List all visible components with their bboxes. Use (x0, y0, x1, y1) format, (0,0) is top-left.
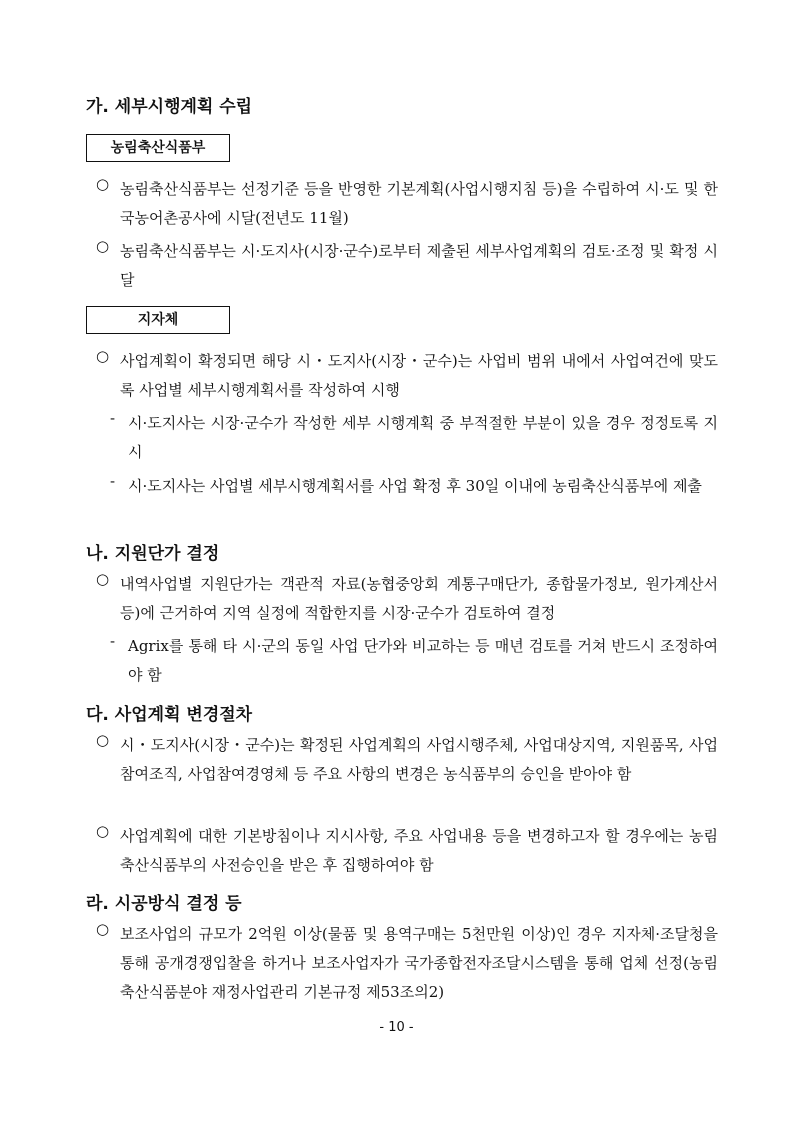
bullet-text: 농림축산식품부는 시·도지사(시장·군수)로부터 제출된 세부사업계획의 검토·조정 및 확정 시달 (120, 242, 718, 289)
bullet-item (96, 570, 718, 628)
bullet-text: 농림축산식품부는 선정기준 등을 반영한 기본계획(사업시행지침 등)을 수립하여 시·도 및 한국농어촌공사에 시달(전년도 11월) (120, 180, 718, 227)
bullet-text: 사업계획에 대한 기본방침이나 지시사항, 주요 사업내용 등을 변경하고자 할 경우에는 농림축산식품부의 사전승인을 받은 후 집행하여야 함 (120, 827, 718, 874)
circle-bullet-icon: ○ (96, 175, 110, 193)
heading-na: 나. 지원단가 결정 (86, 544, 220, 564)
circle-bullet-icon: ○ (96, 237, 110, 255)
box-label-ministry: 농림축산식품부 (86, 134, 230, 162)
bullet-text: 보조사업의 규모가 2억원 이상(물품 및 용역구매는 5천만원 이상)인 경우 지자체·조달청을 통해 공개경쟁입찰을 하거나 보조사업자가 국가종합전자조달시스템을 통해 업체 선정(농림축산식품분야 재정사업관리 기본규정 제53조의2) (120, 925, 718, 1001)
heading-ra: 라. 시공방식 결정 등 (86, 894, 242, 914)
bullet-text: 사업계획이 확정되면 해당 시・도지사(시장・군수)는 사업비 범위 내에서 사업여건에 맞도록 사업별 세부시행계획서를 작성하여 시행 (120, 352, 718, 399)
dash-text: 시·도지사는 시장·군수가 작성한 세부 시행계획 중 부적절한 부분이 있을 경우 정정토록 지시 (128, 414, 718, 461)
heading-ga: 가. 세부시행계획 수립 (86, 97, 253, 117)
bullet-item (96, 822, 718, 880)
dash-item (110, 409, 718, 467)
dash-bullet-icon: - (110, 632, 116, 650)
dash-item (110, 632, 718, 690)
circle-bullet-icon: ○ (96, 570, 110, 588)
dash-text: 시·도지사는 사업별 세부시행계획서를 사업 확정 후 30일 이내에 농림축산식품부에 제출 (128, 477, 702, 495)
bullet-item (96, 347, 718, 405)
bullet-text: 내역사업별 지원단가는 객관적 자료(농협중앙회 계통구매단가, 종합물가정보, 원가계산서 등)에 근거하여 지역 실정에 적합한지를 시장·군수가 검토하여 결정 (120, 575, 718, 622)
dash-bullet-icon: - (110, 472, 116, 490)
bullet-text: 시・도지사(시장・군수)는 확정된 사업계획의 사업시행주체, 사업대상지역, 지원품목, 사업참여조직, 사업참여경영체 등 주요 사항의 변경은 농식품부의 승인을 받아야 함 (120, 736, 718, 783)
circle-bullet-icon: ○ (96, 731, 110, 749)
heading-da: 다. 사업계획 변경절차 (86, 705, 253, 725)
dash-text: Agrix를 통해 타 시·군의 동일 사업 단가와 비교하는 등 매년 검토를 거쳐 반드시 조정하여야 함 (128, 637, 718, 684)
circle-bullet-icon: ○ (96, 347, 110, 365)
circle-bullet-icon: ○ (96, 920, 110, 938)
bullet-item (96, 920, 718, 1007)
dash-item (110, 472, 718, 501)
box-label-local-gov: 지자체 (86, 306, 230, 334)
circle-bullet-icon: ○ (96, 822, 110, 840)
bullet-item (96, 175, 718, 233)
bullet-item (96, 237, 718, 295)
dash-bullet-icon: - (110, 409, 116, 427)
bullet-item (96, 731, 718, 789)
page-number: - 10 - (379, 1020, 414, 1035)
